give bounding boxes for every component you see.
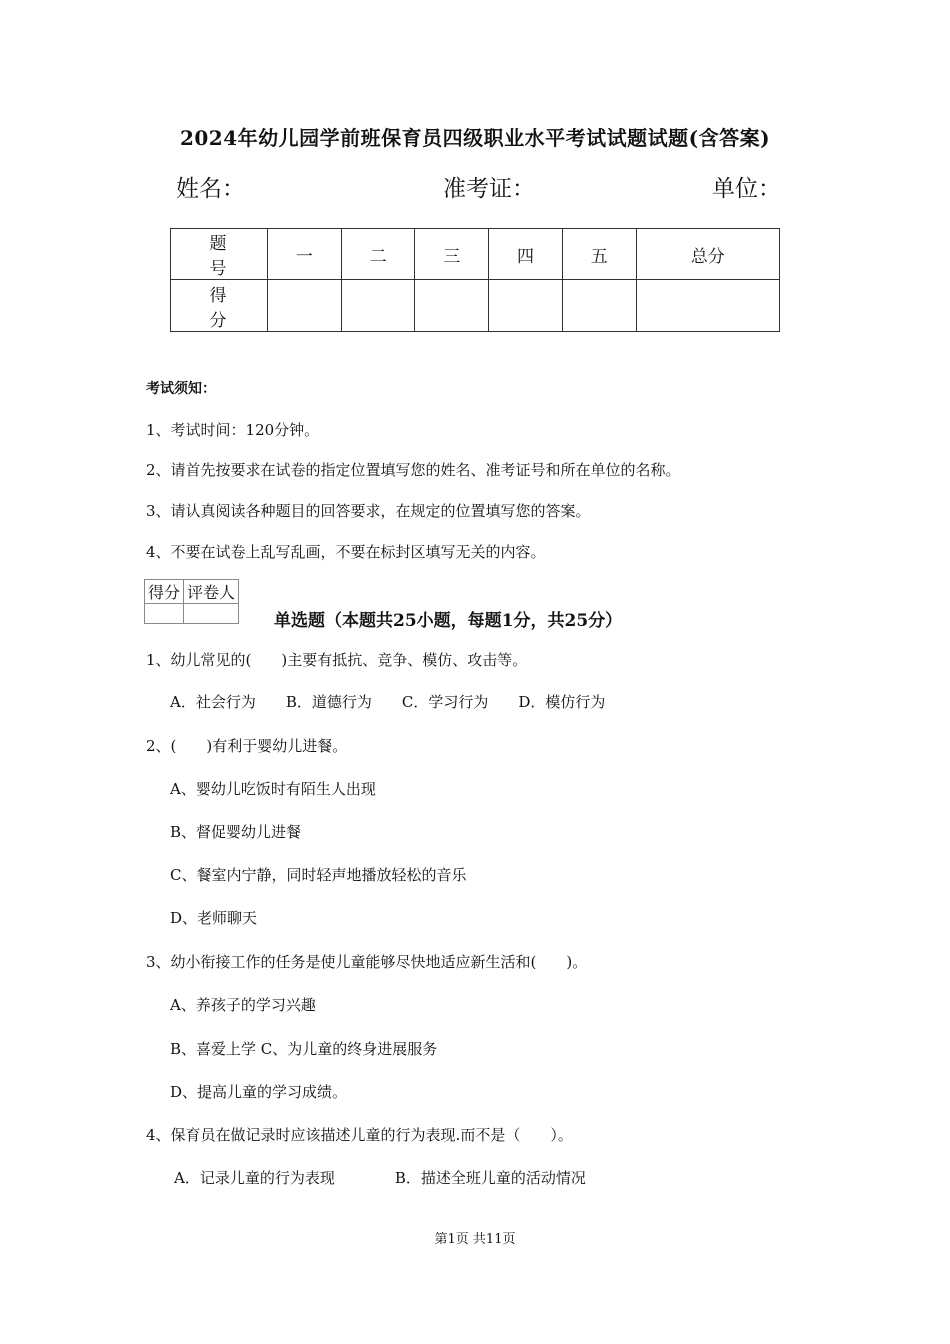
grader-score-cell <box>145 604 184 624</box>
notice-title: 考试须知： <box>146 381 216 397</box>
score-table <box>170 228 780 332</box>
grader-reviewer-cell <box>184 604 239 624</box>
notice-item: 3、请认真阅读各种题目的回答要求，在规定的位置填写您的答案。 <box>146 502 591 520</box>
exam-title: 2024年幼儿园学前班保育员四级职业水平考试试题试题(含答案) <box>179 126 771 150</box>
score-cell-1 <box>268 280 342 332</box>
score-table-header-row <box>171 229 780 280</box>
unit-label: 单位： <box>712 176 781 202</box>
question-option: D、老师聊天 <box>170 909 258 927</box>
score-cell-3 <box>415 280 489 332</box>
question-stem: 3、幼小衔接工作的任务是使儿童能够尽快地适应新生活和( )。 <box>146 953 588 971</box>
question-stem: 2、( )有利于婴幼儿进餐。 <box>146 737 348 755</box>
page-footer: 第1页 共11页 <box>434 1232 516 1247</box>
question-options: A．社会行为 B．道德行为 C．学习行为 D．模仿行为 <box>170 693 606 711</box>
question-number-header: 题 号 <box>171 229 268 280</box>
section-5-header: 五 <box>562 229 636 280</box>
total-score-header: 总分 <box>636 229 779 280</box>
score-table-score-row <box>171 280 780 332</box>
grader-score-label: 得分 <box>145 580 184 604</box>
grader-blank-row <box>145 604 239 624</box>
question-option: A、婴幼儿吃饭时有陌生人出现 <box>170 780 376 798</box>
notice-item: 2、请首先按要求在试卷的指定位置填写您的姓名、准考证号和所在单位的名称。 <box>146 461 681 479</box>
question-options: A．记录儿童的行为表现 B．描述全班儿童的活动情况 <box>174 1169 586 1187</box>
score-cell-4 <box>489 280 563 332</box>
question-option: C、餐室内宁静，同时轻声地播放轻松的音乐 <box>170 866 467 884</box>
question-option: B、督促婴幼儿进餐 <box>170 823 302 841</box>
grader-reviewer-label: 评卷人 <box>184 580 239 604</box>
score-cell-total <box>636 280 779 332</box>
name-label: 姓名： <box>176 176 245 202</box>
grader-header-row <box>145 580 239 604</box>
question-stem: 1、幼儿常见的( )主要有抵抗、竞争、模仿、攻击等。 <box>146 651 528 669</box>
score-cell-2 <box>341 280 415 332</box>
question-option: D、提高儿童的学习成绩。 <box>170 1083 348 1101</box>
question-option: A、养孩子的学习兴趣 <box>170 996 316 1014</box>
score-row-label: 得 分 <box>171 280 268 332</box>
grader-box <box>144 579 239 624</box>
ticket-number-label: 准考证： <box>443 176 535 202</box>
question-option: B、喜爱上学 C、为儿童的终身进展服务 <box>170 1040 438 1058</box>
section-1-header: 一 <box>268 229 342 280</box>
section-3-header: 三 <box>415 229 489 280</box>
score-cell-5 <box>562 280 636 332</box>
section-heading: 单选题（本题共25小题，每题1分，共25分） <box>274 611 623 631</box>
section-2-header: 二 <box>341 229 415 280</box>
notice-item: 1、考试时间：120分钟。 <box>146 421 320 439</box>
section-4-header: 四 <box>489 229 563 280</box>
notice-item: 4、不要在试卷上乱写乱画，不要在标封区填写无关的内容。 <box>146 543 546 561</box>
question-stem: 4、保育员在做记录时应该描述儿童的行为表现.而不是（ ）。 <box>146 1126 573 1144</box>
